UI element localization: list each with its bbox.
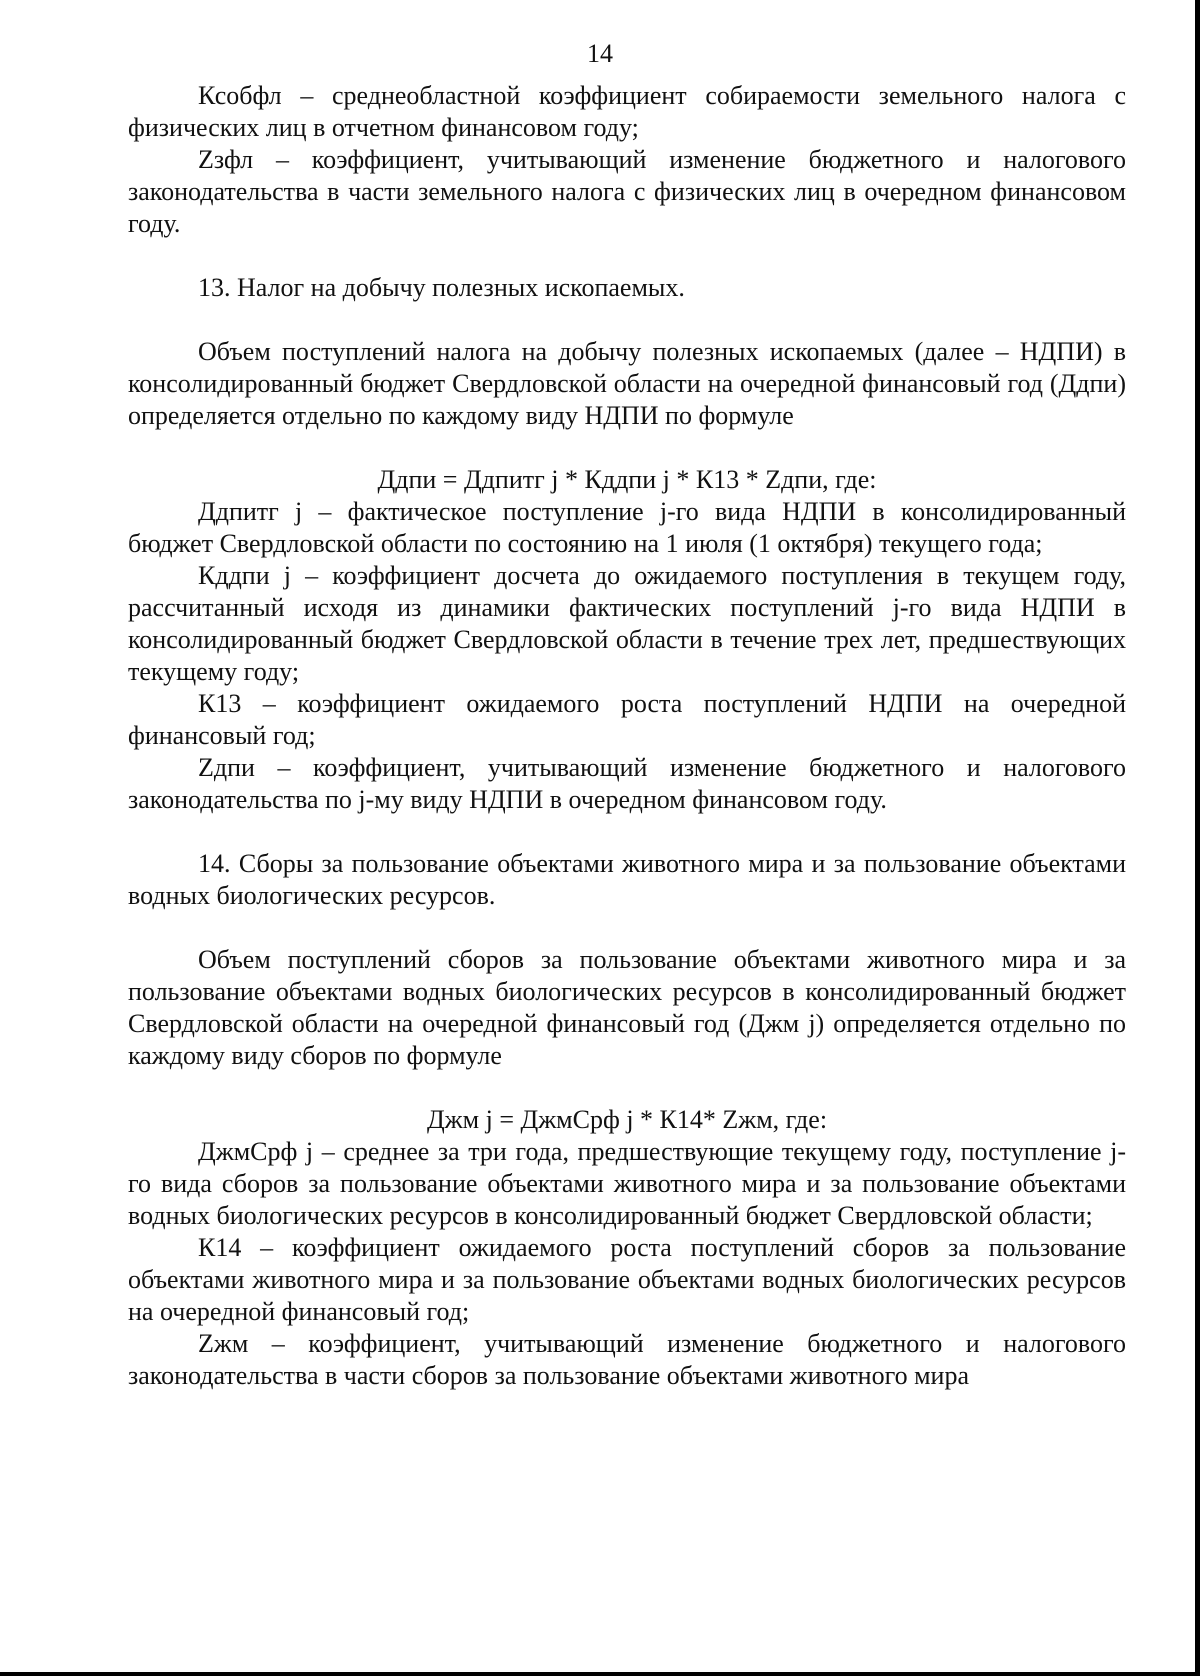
definition-kddpi: Кддпи j – коэффициент досчета до ожидаемого поступления в текущем году, рассчитанный исходя из динамики фактических поступлений j-го вида НДПИ в консолидированный бюджет Свердловской области в течение трех лет, предшествующих текущему году; — [128, 561, 1126, 686]
section-heading-13: 13. Налог на добычу полезных ископаемых. — [198, 273, 685, 302]
paragraph-gap — [128, 240, 1126, 272]
definition-k14: К14 – коэффициент ожидаемого роста поступлений сборов за пользование объектами животного мира и за пользование объектами водных биологических ресурсов на очередной финансовый год; — [128, 1233, 1126, 1326]
document-body — [128, 80, 1126, 1392]
definition-zdpi: Zдпи – коэффициент, учитывающий изменение бюджетного и налогового законодательства по j-му виду НДПИ в очередном финансовом году. — [128, 753, 1126, 814]
definition-ksobfl: Ксобфл – среднеобластной коэффициент собираемости земельного налога с физических лиц в отчетном финансовом году; — [128, 81, 1126, 142]
definition-zzfl: Zзфл – коэффициент, учитывающий изменение бюджетного и налогового законодательства в части земельного налога с физических лиц в очередном финансовом году. — [128, 145, 1126, 238]
formula-dzhm: Джм j = ДжмСрф j * К14* Zжм, где: — [426, 1105, 828, 1134]
paragraph-gap — [128, 304, 1126, 336]
section-heading-14: 14. Сборы за пользование объектами животного мира и за пользование объектами водных биологических ресурсов. — [128, 849, 1126, 910]
paragraph-gap — [128, 912, 1126, 944]
definition-ddpitg: Ддпитг j – фактическое поступление j-го вида НДПИ в консолидированный бюджет Свердловской области по состоянию на 1 июля (1 октября) текущего года; — [128, 497, 1126, 558]
fees-volume-paragraph: Объем поступлений сборов за пользование объектами животного мира и за пользование объектами водных биологических ресурсов в консолидированный бюджет Свердловской области на очередной финансовый год (Джм j) определяется отдельно по каждому виду сборов по формуле — [128, 945, 1126, 1070]
page-number: 14 — [587, 39, 613, 68]
definition-zzhm: Zжм – коэффициент, учитывающий изменение бюджетного и налогового законодательства в части сборов за пользование объектами животного мира — [128, 1329, 1126, 1390]
paragraph-gap — [128, 816, 1126, 848]
definition-dzhmsrf: ДжмСрф j – среднее за три года, предшествующие текущему году, поступление j-го вида сборов за пользование объектами животного мира и за пользование объектами водных биологических ресурсов в консолидированный бюджет Свердловской области; — [128, 1137, 1126, 1230]
definition-k13: К13 – коэффициент ожидаемого роста поступлений НДПИ на очередной финансовый год; — [128, 689, 1126, 750]
ndpi-volume-paragraph: Объем поступлений налога на добычу полезных ископаемых (далее – НДПИ) в консолидированный бюджет Свердловской области на очередной финансовый год (Ддпи) определяется отдельно по каждому виду НДПИ по формуле — [128, 337, 1126, 430]
formula-ddpi: Ддпи = Ддпитг j * Кддпи j * К13 * Zдпи, где: — [377, 465, 877, 494]
paragraph-gap — [128, 432, 1126, 464]
scan-border-right — [1195, 0, 1200, 1676]
paragraph-gap — [128, 1072, 1126, 1104]
scan-border-bottom — [0, 1672, 1200, 1676]
